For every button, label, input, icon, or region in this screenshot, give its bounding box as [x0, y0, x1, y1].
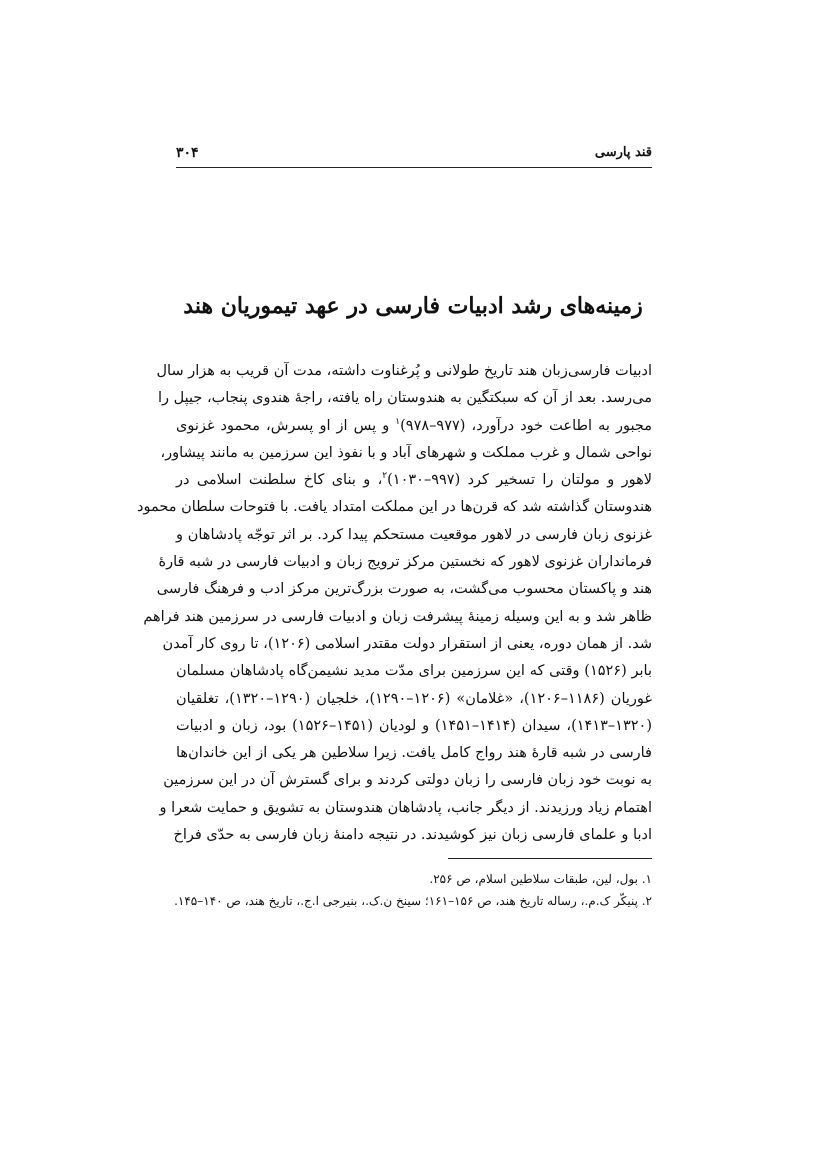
footnote-reference[interactable]: ۱: [395, 416, 401, 427]
paragraph-line: [176, 413, 652, 440]
paragraph-line: شد. از همان دوره، یعنی از استقرار دولت مقتدر اسلامی (۱۲۰۶)، تا روی کار آمدن: [162, 635, 652, 652]
running-header: [176, 145, 652, 167]
paragraph-line: ادبا و علمای فارسی زبان نیز کوشیدند. در نتیجه دامنهٔ زبان فارسی به حدّی فراخ: [173, 827, 652, 844]
page-number: ۳۰۴: [176, 145, 199, 161]
paragraph-line: هند و پاکستان محسوب می‌گشت، به صورت بزرگ‌ترین مرکز ادب و فرهنگ فارسی: [156, 581, 652, 598]
paragraph-line: نواحی شمال و غرب مملکت و شهرهای آباد و با نفوذ این سرزمین به مانند پیشاور،: [160, 444, 652, 461]
paragraph-line: به نوبت خود زبان فارسی را زبان دولتی کردند و برای گسترش آن در این سرزمین: [163, 772, 652, 789]
paragraph-line: فرمانداران غزنوی لاهور که نخستین مرکز ترویج زبان و ادبیات فارسی در شبه قارهٔ: [158, 554, 652, 571]
running-head-title: قند پارسی: [594, 145, 652, 160]
paragraph-line: ظاهر شد و به این وسیله زمینهٔ پیشرفت زبان و ادبیات فارسی در سرزمین هند فراهم: [143, 608, 652, 625]
paragraph-line: (۱۳۲۰–۱۴۱۳)، سیدان (۱۴۱۴–۱۴۵۱) و لودیان (۱۴۵۱–۱۵۲۶) بود، زبان و ادبیات: [176, 717, 652, 734]
paragraph-line-text: ، و بنای کاخ سلطنت اسلامی در: [176, 472, 383, 489]
paragraph-line: غزنوی زبان فارسی در لاهور موقعیت مستحکم پیدا کرد. بر اثر توجّه پادشاهان و: [176, 526, 652, 543]
paragraph-line-text: لاهور و مولتان را تسخیر کرد (۹۹۷–۱۰۳۰): [387, 472, 652, 489]
paragraph-line-text: مجبور به اطاعت خود درآورد، (۹۷۷–۹۷۸): [400, 417, 652, 434]
body-paragraph: [137, 358, 652, 849]
paragraph-line-text: و پس از او پسرش، محمود غزنوی: [176, 417, 396, 434]
footnote-rule: [448, 858, 652, 859]
paragraph-line: می‌رسد. بعد از آن که سبکتگین به هندوستان راه یافته، راجهٔ هندوی پنجاب، جیپل را: [158, 390, 652, 407]
footnote-item: ۱. بول، لین، طبقات سلاطین اسلام، ص ۲۵۶.: [429, 872, 652, 886]
paragraph-line: فارسی در شبه قارهٔ هند رواج کامل یافت. زیرا سلاطین هر یکی از این خاندان‌ها: [176, 745, 652, 762]
chapter-title: زمینه‌های رشد ادبیات فارسی در عهد تیموریان هند: [183, 293, 643, 319]
paragraph-line: غوریان (۱۱۸۶–۱۲۰۶)، «غلامان» (۱۲۰۶–۱۲۹۰)، خلجیان (۱۲۹۰–۱۳۲۰)، تغلقیان: [176, 690, 652, 707]
paragraph-line: اهتمام زیاد ورزیدند. از دیگر جانب، پادشاهان هندوستان به تشویق و حمایت شعرا و: [159, 799, 652, 816]
footnote-reference[interactable]: ۲: [382, 471, 388, 482]
footnotes: [176, 868, 652, 912]
paragraph-line: [176, 467, 652, 494]
footnote-item: ۲. پنیکّر ک.م.، رساله تاریخ هند، ص ۱۵۶–۱۶۱؛ سینخ ن.ک.، بنیرجی ا.ج.، تاریخ هند، ص ۱۴۰–۱۴۵.: [174, 894, 652, 908]
paragraph-line: بابر (۱۵۲۶) وقتی که این سرزمین برای مدّت مدید نشیمن‌گاه پادشاهان مسلمان: [176, 663, 652, 680]
header-rule: [176, 167, 652, 168]
paragraph-line: هندوستان گذاشته شد که قرن‌ها در این مملکت امتداد یافت. با فتوحات سلطان محمود: [137, 499, 652, 516]
paragraph-line: ادبیات فارسی‌زبان هند تاریخ طولانی و پُرغناوت داشته، مدت آن قریب به هزار سال: [156, 363, 652, 379]
